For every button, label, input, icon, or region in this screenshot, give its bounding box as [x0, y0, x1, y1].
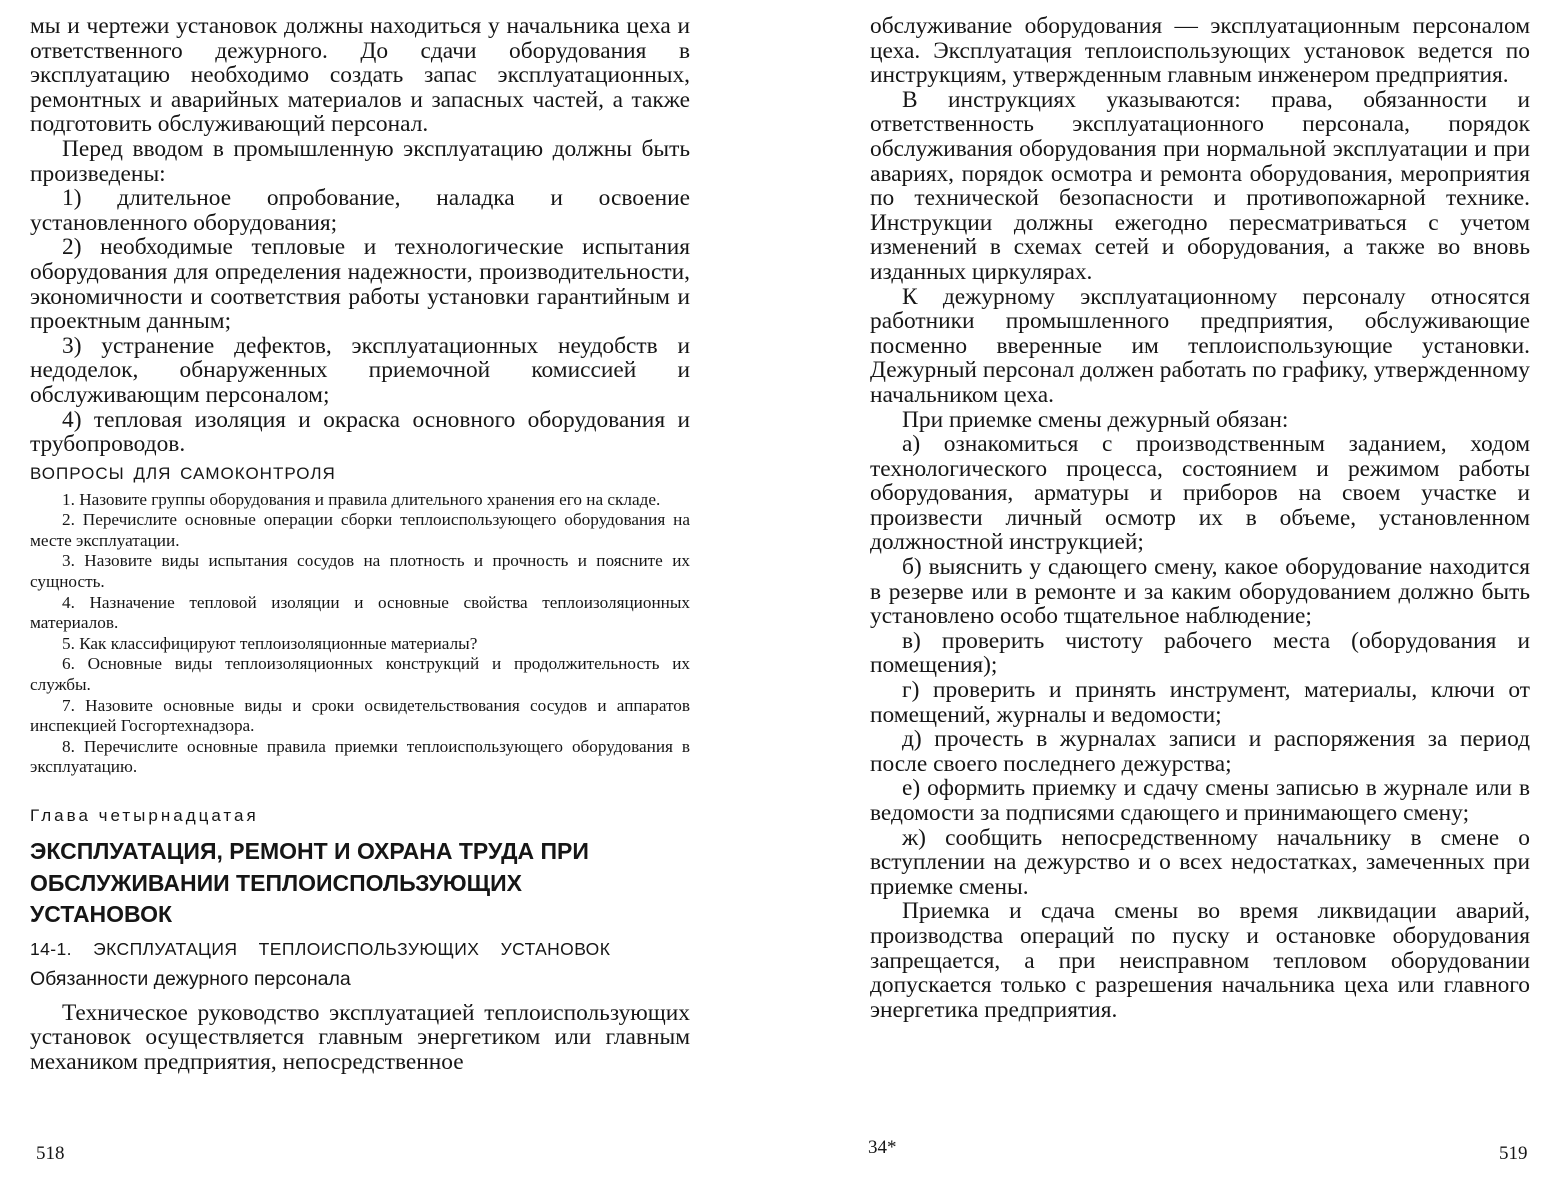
list-item: 4) тепловая изоляция и окраска основного оборудования и трубопроводов. [30, 406, 690, 458]
section-title: 14-1. ЭКСПЛУАТАЦИЯ ТЕПЛОИСПОЛЬЗУЮЩИХ УСТАНОВОК [30, 938, 611, 959]
subsection-title: Обязанности дежурного персонала [30, 967, 351, 990]
signature-mark: 34* [868, 1137, 897, 1158]
questions-list [30, 490, 690, 778]
question-item: 8. Перечислите основные правила приемки теплоиспользующего оборудования в эксплуатацию. [30, 736, 690, 777]
list-item: 3) устранение дефектов, эксплуатационных неудобств и недоделок, обнаруженных приемочной комиссией и обслуживающим персоналом; [30, 332, 690, 408]
paragraph: Техническое руководство эксплуатацией теплоиспользующих установок осуществляется главным энергетиком или главным механиком предприятия, непосредственное [30, 999, 690, 1075]
list-item: ж) сообщить непосредственному начальнику в смене о вступлении на дежурство и о всех недостатках, замеченных при приемке смены. [870, 824, 1530, 900]
list-item: г) проверить и принять инструмент, материалы, ключи от помещений, журналы и ведомости; [870, 677, 1530, 728]
page-number: 519 [1499, 1143, 1528, 1164]
question-item: 3. Назовите виды испытания сосудов на плотность и прочность и поясните их сущность. [30, 551, 690, 592]
list-item: 1) длительное опробование, наладка и освоение установленного оборудования; [30, 185, 690, 236]
paragraph: В инструкциях указываются: права, обязанности и ответственность эксплуатационного персонала, порядок обслуживания оборудования при нормальной эксплуатации и при авариях, порядок осмотра и ремонта оборудования, мероприятия по технической безопасности и противопожарной технике. Инструкции должны ежегодно пересматриваться с учетом изменений в схемах сетей и оборудования, а также во вновь изданных циркулярах. [870, 86, 1530, 285]
list-item: а) ознакомиться с производственным заданием, ходом технологического процесса, состоянием и режимом работы оборудования, арматуры и приборов на своем участке и произвести личный осмотр их в объеме, установленном должностной инструкцией; [870, 431, 1530, 556]
left-page-column [30, 14, 690, 1074]
paragraph: Приемка и сдача смены во время ликвидации аварий, производства операций по пуску и остановке оборудования запрещается, а при неисправном тепловом оборудовании допускается только с разрешения начальника цеха или главного энергетика предприятия. [870, 898, 1530, 1023]
right-page-column [870, 14, 1530, 1022]
paragraph: мы и чертежи установок должны находиться у начальника цеха и ответственного дежурного. До сдачи оборудования в эксплуатацию необходимо создать запас эксплуатационных, ремонтных и аварийных материалов и запасных частей, а также подготовить обслуживающий персонал. [30, 13, 690, 138]
question-item: 2. Перечислите основные операции сборки теплоиспользующего оборудования на месте эксплуатации. [30, 510, 690, 550]
list-item: 2) необходимые тепловые и технологические испытания оборудования для определения надежности, производительности, экономичности и соответствия работы установки гарантийным и проектным данным; [30, 234, 690, 335]
paragraph: Перед вводом в промышленную эксплуатацию должны быть произведены: [30, 135, 690, 187]
paragraph: При приемке смены дежурный обязан: [902, 406, 1289, 433]
paragraph: К дежурному эксплуатационному персоналу относятся работники промышленного предприятия, обслуживающие посменно вверенные им теплоиспользующие установки. Дежурный персонал должен работать по графику, утвержденному начальником цеха. [870, 283, 1530, 408]
list-item: д) прочесть в журналах записи и распоряжения за период после своего последнего дежурства; [870, 726, 1530, 777]
question-item: 5. Как классифицируют теплоизоляционные материалы? [62, 633, 478, 653]
page-number: 518 [36, 1143, 65, 1164]
right-page [784, 0, 1568, 1190]
list-item: е) оформить приемку и сдачу смены записью в журнале или в ведомости за подписями сдающего и принимающего смену; [870, 775, 1530, 826]
question-item: 1. Назовите группы оборудования и правила длительного хранения его на складе. [62, 489, 661, 509]
question-item: 6. Основные виды теплоизоляционных конструкций и продолжительность их службы. [30, 654, 690, 695]
question-item: 7. Назовите основные виды и сроки освидетельствования сосудов и аппаратов инспекцией Госгортехнадзора. [30, 695, 690, 736]
chapter-label: Глава четырнадцатая [30, 806, 259, 825]
questions-heading: ВОПРОСЫ ДЛЯ САМОКОНТРОЛЯ [30, 463, 336, 483]
question-item: 4. Назначение тепловой изоляции и основные свойства теплоизоляционных материалов. [30, 592, 690, 633]
left-body-text [30, 14, 690, 457]
list-item: в) проверить чистоту рабочего места (оборудования и помещения); [870, 627, 1530, 679]
chapter-title: ЭКСПЛУАТАЦИЯ, РЕМОНТ И ОХРАНА ТРУДА ПРИ ОБСЛУЖИВАНИИ ТЕПЛОИСПОЛЬЗУЮЩИХ УСТАНОВОК [30, 838, 589, 927]
list-item: б) выяснить у сдающего смену, какое оборудование находится в резерве или в ремонте и за каким оборудованием должно быть установлено особо тщательное наблюдение; [870, 554, 1530, 630]
paragraph: обслуживание оборудования — эксплуатационным персоналом цеха. Эксплуатация теплоиспользующих установок ведется по инструкциям, утвержденным главным инженером предприятия. [870, 13, 1530, 89]
right-body-text [870, 14, 1530, 1022]
left-closing-text [30, 1001, 690, 1075]
